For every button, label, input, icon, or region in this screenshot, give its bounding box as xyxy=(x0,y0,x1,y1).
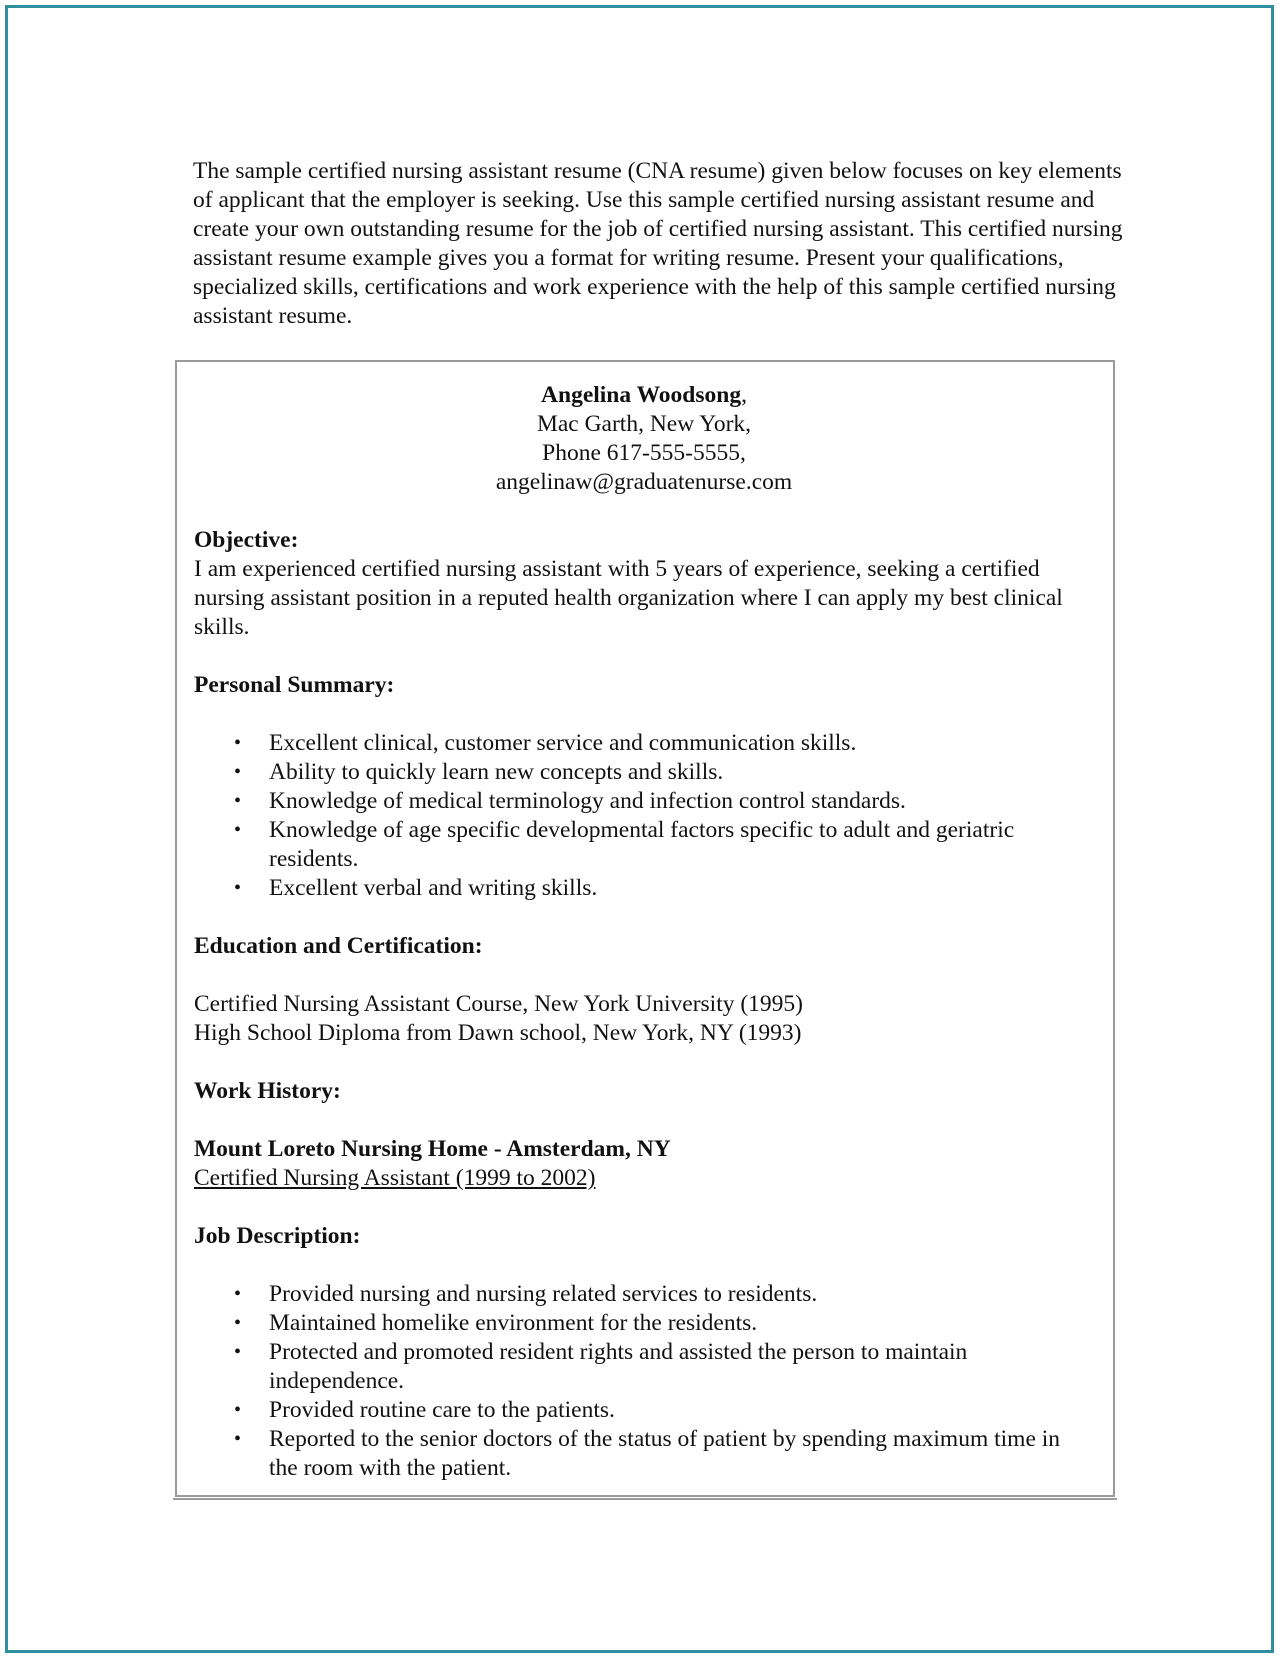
bullet-icon: • xyxy=(234,1341,242,1363)
job-description-list xyxy=(194,1280,1094,1483)
spacer xyxy=(194,642,1094,671)
bullet-icon: • xyxy=(234,1312,242,1334)
spacer xyxy=(194,497,1094,526)
list-item: • Protected and promoted resident rights and assisted the person to maintain independence. xyxy=(234,1339,968,1394)
spacer xyxy=(194,903,1094,932)
list-item: • Provided nursing and nursing related services to residents. xyxy=(234,1281,818,1307)
spacer xyxy=(194,1106,1094,1135)
applicant-name: Angelina Woodsong xyxy=(541,382,742,408)
personal-summary-list xyxy=(194,729,1094,903)
list-item: • Excellent verbal and writing skills. xyxy=(234,875,598,901)
work-history-title: Work History: xyxy=(194,1078,341,1104)
spacer xyxy=(194,1193,1094,1222)
contact-header xyxy=(194,381,1094,497)
resume-box xyxy=(175,360,1115,1497)
list-item: • Excellent clinical, customer service and communication skills. xyxy=(234,730,857,756)
bullet-icon: • xyxy=(234,1283,242,1305)
bullet-icon: • xyxy=(234,877,242,899)
employer-name: Mount Loreto Nursing Home - Amsterdam, NY xyxy=(194,1136,671,1162)
bullet-icon: • xyxy=(234,1428,242,1450)
list-item: • Maintained homelike environment for the residents. xyxy=(234,1310,758,1336)
spacer xyxy=(194,961,1094,990)
education-line: High School Diploma from Dawn school, New York, NY (1993) xyxy=(194,1020,802,1046)
education-title: Education and Certification: xyxy=(194,933,483,959)
spacer xyxy=(194,1251,1094,1280)
list-item: • Reported to the senior doctors of the status of patient by spending maximum time in the room with the patient. xyxy=(234,1426,1061,1481)
list-item: • Knowledge of medical terminology and infection control standards. xyxy=(234,788,906,814)
bullet-icon: • xyxy=(234,790,242,812)
email: angelinaw@graduatenurse.com xyxy=(495,469,793,495)
objective-text: I am experienced certified nursing assistant with 5 years of experience, seeking a certified nursing assistant position in a reputed health organization where I can apply my best clinical skills. xyxy=(194,556,1063,640)
position-title: Certified Nursing Assistant (1999 to 2002) xyxy=(194,1165,596,1191)
address: Mac Garth, New York, xyxy=(536,411,752,437)
bullet-icon: • xyxy=(234,761,242,783)
education-line: Certified Nursing Assistant Course, New York University (1995) xyxy=(194,991,804,1017)
phone: Phone 617-555-5555, xyxy=(542,440,746,466)
spacer xyxy=(194,700,1094,729)
job-description-title: Job Description: xyxy=(194,1223,361,1249)
list-item: • Provided routine care to the patients. xyxy=(234,1397,615,1423)
list-item: • Knowledge of age specific developmental factors specific to adult and geriatric residents. xyxy=(234,817,1015,872)
bullet-icon: • xyxy=(234,732,242,754)
spacer xyxy=(194,1048,1094,1077)
personal-summary-title: Personal Summary: xyxy=(194,672,395,698)
resume-content xyxy=(194,381,1094,1483)
intro-paragraph: The sample certified nursing assistant resume (CNA resume) given below focuses on key elements of applicant that the employer is seeking. Use this sample certified nursing assistant resume and create your own outstanding resume for the job of certified nursing assistant. This certified nursing assistant resume example gives you a format for writing resume. Present your qualifications, specialized skills, certifications and work experience with the help of this sample certified nursing assistant resume. xyxy=(193,158,1123,329)
bullet-icon: • xyxy=(234,819,242,841)
objective-title: Objective: xyxy=(194,527,299,553)
bullet-icon: • xyxy=(234,1399,242,1421)
name-line xyxy=(194,381,1094,410)
list-item: • Ability to quickly learn new concepts and skills. xyxy=(234,759,724,785)
name-suffix: , xyxy=(741,382,747,408)
